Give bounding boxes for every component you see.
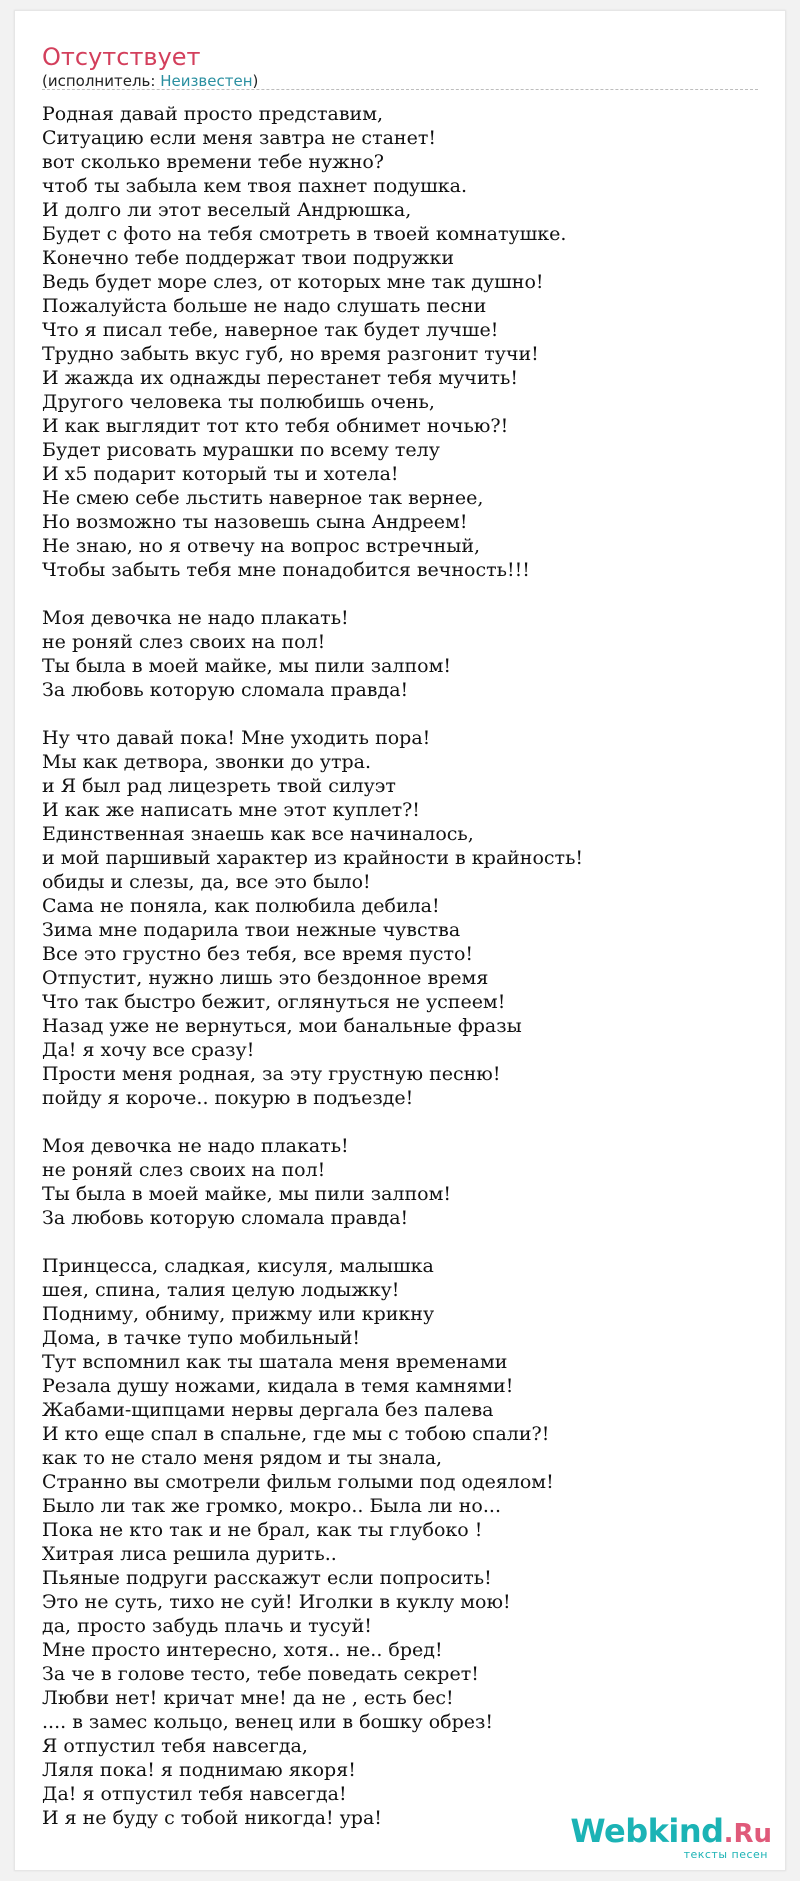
site-logo[interactable] <box>570 1814 772 1861</box>
logo-tagline: тексты песен <box>683 1848 768 1861</box>
artist-suffix: ) <box>252 72 259 90</box>
song-title: Отсутствует <box>42 43 201 71</box>
lyrics-text: Родная давай просто представим, Ситуацию если меня завтра не станет! вот сколько времени тебе нужно? чтоб ты забыла кем твоя пахнет подушка. И долго ли этот веселый Андрюшка, Будет с фото на тебя смотреть в твоей комнатушке. Конечно тебе поддержат твои подружки Ведь будет море слез, от которых мне так душно! Пожалуйста больше не надо слушать песни Что я писал тебе, наверное так будет лучше! Трудно забыть вкус губ, но время разгонит тучи! И жажда их однажды перестанет тебя мучить! Другого человека ты полюбишь очень, И как выглядит тот кто тебя обнимет ночью?! Будет рисовать мурашки по всему телу И х5 подарит который ты и хотела! Не смею себе льстить наверное так вернее, Но возможно ты назовешь сына Андреем! Не знаю, но я отвечу на вопрос встречный, Чтобы забыть тебя мне понадобится вечность!!! Моя девочка не надо плакать! не роняй слез своих на пол! Ты была в моей майке, мы пили залпом! За любовь которую сломала правда! Ну что давай пока! Мне уходить пора! Мы как детвора, звонки до утра. и Я был рад лицезреть твой силуэт И как же написать мне этот куплет?! Единственная знаешь как все начиналось, и мой паршивый характер из крайности в крайность! обиды и слезы, да, все это было! Сама не поняла, как полюбила дебила! Зима мне подарила твои нежные чувства Все это грустно без тебя, все время пусто! Отпустит, нужно лишь это бездонное время Что так быстро бежит, оглянуться не успеем! Назад уже не вернуться, мои банальные фразы Да! я хочу все сразу! Прости меня родная, за эту грустную песню! пойду я короче.. покурю в подъезде! Моя девочка не надо плакать! не роняй слез своих на пол! Ты была в моей майке, мы пили залпом! За любовь которую сломала правда! Принцесса, сладкая, кисуля, малышка шея, спина, талия целую лодыжку! Подниму, обниму, прижму или крикну Дома, в тачке тупо мобильный! Тут вспомнил как ты шатала меня временами Резала душу ножами, кидала в темя камнями! Жабами-щипцами нервы дергала без палева И кто еще спал в спальне, где мы с тобою спали?! как то не стало меня рядом и ты знала, Странно вы смотрели фильм голыми под одеялом! Было ли так же громко, мокро.. Была ли но... Пока не кто так и не брал, как ты глубоко ! Хитрая лиса решила дурить.. Пьяные подруги расскажут если попросить! Это не суть, тихо не суй! Иголки в куклу мою! да, просто забудь плачь и тусуй! Мне просто интересно, хотя.. не.. бред! За че в голове тесто, тебе поведать секрет! Любви нет! кричат мне! да не , есть бес! .... в замес кольцо, венец или в бошку обрез! Я отпустил тебя навсегда, Ляля пока! я поднимаю якоря! Да! я отпустил тебя навсегда! И я не буду с тобой никогда! ура! <box>42 103 584 1829</box>
logo-wordmark <box>570 1814 772 1849</box>
logo-tld-text: .Ru <box>723 1819 772 1849</box>
artist-line <box>42 71 258 91</box>
artist-link[interactable]: Неизвестен <box>160 72 253 90</box>
header-divider <box>42 89 758 90</box>
logo-main-text: Webkind <box>570 1812 724 1850</box>
artist-prefix: (исполнитель: <box>42 72 161 90</box>
